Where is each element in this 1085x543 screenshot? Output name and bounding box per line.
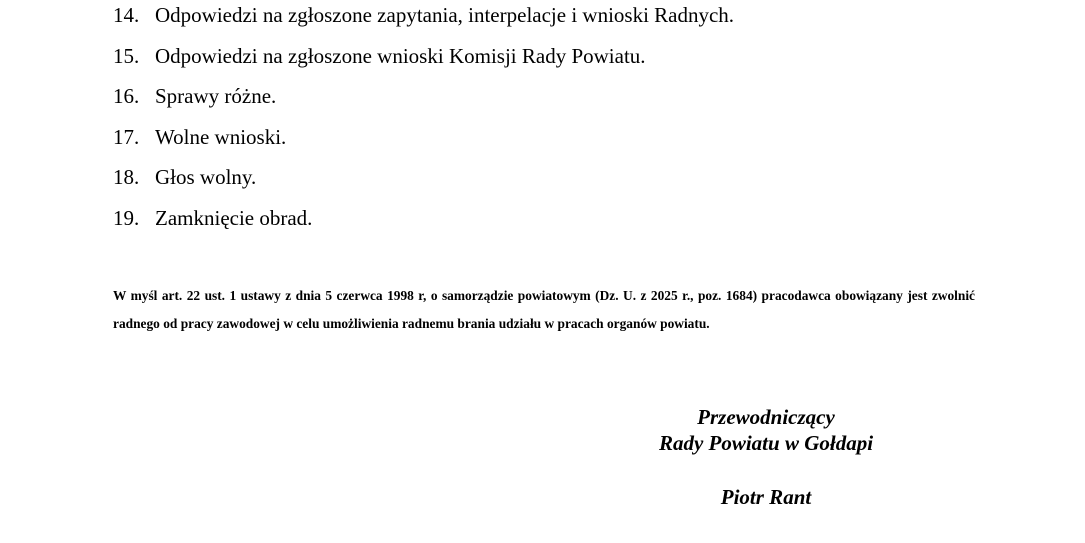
signature-block (566, 404, 966, 510)
agenda-item (113, 41, 734, 82)
agenda-item-number: 16. (113, 84, 140, 108)
agenda-item-text: Sprawy różne. (155, 84, 277, 108)
agenda-item-text: Wolne wnioski. (155, 124, 287, 149)
agenda-item (113, 0, 734, 41)
agenda-item (113, 162, 734, 203)
agenda-item (113, 122, 734, 163)
agenda-list (113, 0, 734, 243)
agenda-item-number: 18. (113, 165, 140, 189)
agenda-item (113, 81, 734, 122)
agenda-item-number: 19. (113, 205, 140, 230)
signature-title-line1: Przewodniczący (697, 405, 835, 429)
signature-name: Piotr Rant (720, 485, 812, 509)
agenda-item-number: 15. (113, 43, 140, 68)
agenda-item-number: 14. (113, 3, 140, 27)
agenda-item-text: Zamknięcie obrad. (155, 205, 313, 230)
agenda-item-number: 17. (113, 124, 140, 149)
signature-title-line2: Rady Powiatu w Gołdapi (658, 431, 874, 455)
agenda-item-text: Odpowiedzi na zgłoszone zapytania, interpelacje i wnioski Radnych. (155, 3, 735, 27)
agenda-item-text: Odpowiedzi na zgłoszone wnioski Komisji Rady Powiatu. (155, 43, 646, 68)
agenda-item (113, 203, 734, 244)
legal-note: W myśl art. 22 ust. 1 ustawy z dnia 5 czerwca 1998 r, o samorządzie powiatowym (Dz. U. z 2025 r., poz. 1684) pracodawca obowiązany jest zwolnić radnego od pracy zawodowej w celu umożliwienia radnemu brania udziału w pracach organów powiatu. (113, 288, 975, 331)
agenda-item-text: Głos wolny. (155, 165, 257, 189)
